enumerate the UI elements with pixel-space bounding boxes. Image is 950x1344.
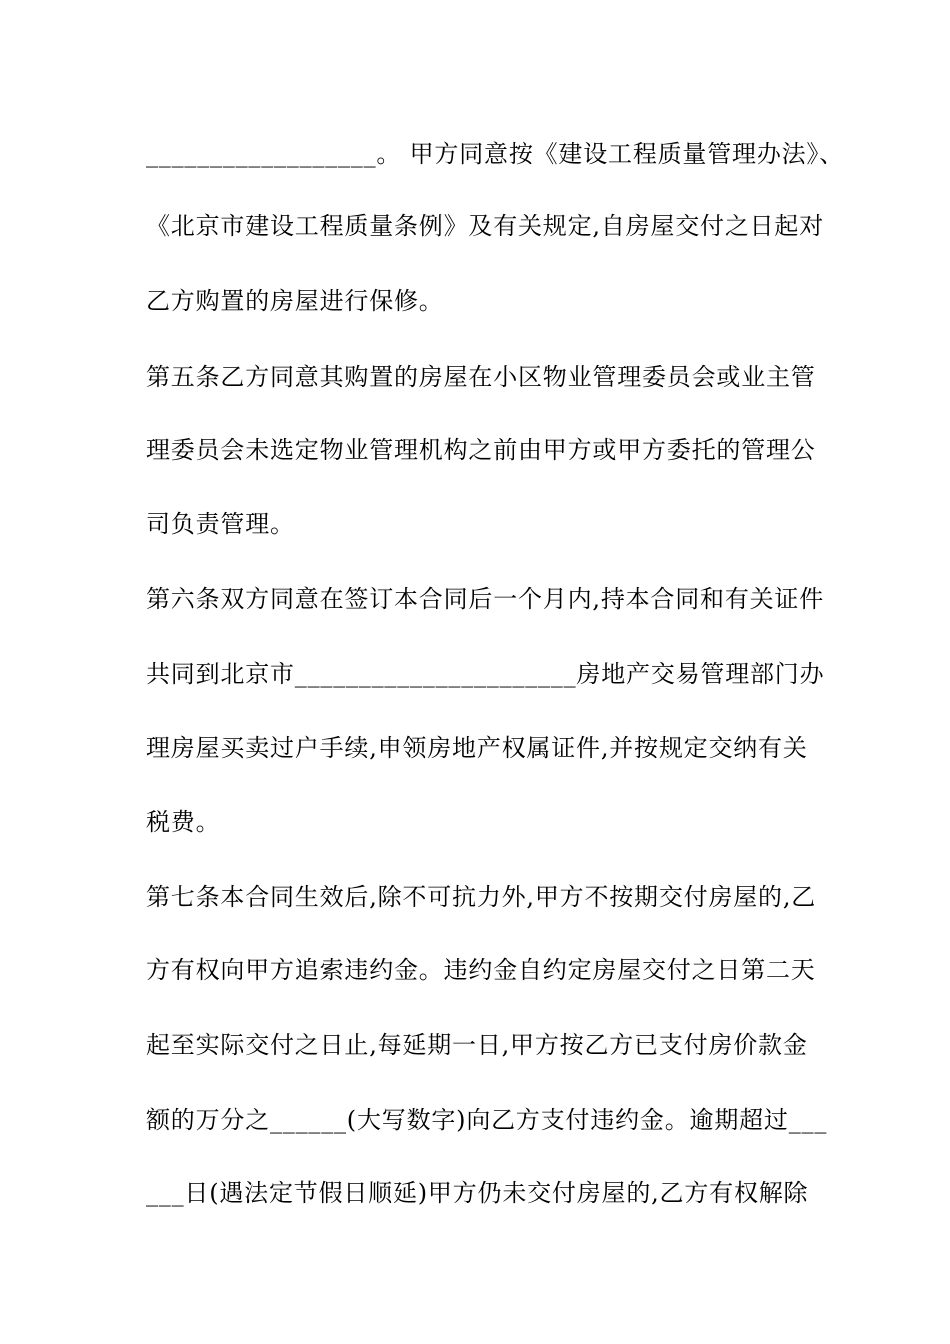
- text-line-8: 共同到北京市______________________房地产交易管理部门办: [146, 660, 825, 688]
- text-line-1: __________________。 甲方同意按《建设工程质量管理办法》、: [146, 140, 845, 168]
- text-line-3: 乙方购置的房屋进行保修。: [146, 287, 444, 315]
- text-line-10: 税费。: [146, 808, 221, 836]
- text-line-7: 第六条双方同意在签订本合同后一个月内,持本合同和有关证件: [146, 585, 825, 613]
- text-line-14: 额的万分之______(大写数字)向乙方支付违约金。逾期超过___: [146, 1106, 828, 1134]
- text-line-11: 第七条本合同生效后,除不可抗力外,甲方不按期交付房屋的,乙: [146, 883, 817, 911]
- text-line-2: 《北京市建设工程质量条例》及有关规定,自房屋交付之日起对: [146, 212, 825, 240]
- text-line-9: 理房屋买卖过户手续,申领房地产权属证件,并按规定交纳有关: [146, 734, 808, 762]
- text-line-6: 司负责管理。: [146, 510, 295, 538]
- text-line-15: ___日(遇法定节假日顺延)甲方仍未交付房屋的,乙方有权解除: [146, 1179, 809, 1207]
- text-line-13: 起至实际交付之日止,每延期一日,甲方按乙方已支付房价款金: [146, 1031, 808, 1059]
- text-line-5: 理委员会未选定物业管理机构之前由甲方或甲方委托的管理公: [146, 436, 816, 464]
- text-line-12: 方有权向甲方追索违约金。违约金自约定房屋交付之日第二天: [146, 956, 816, 984]
- text-line-4: 第五条乙方同意其购置的房屋在小区物业管理委员会或业主管: [146, 363, 816, 391]
